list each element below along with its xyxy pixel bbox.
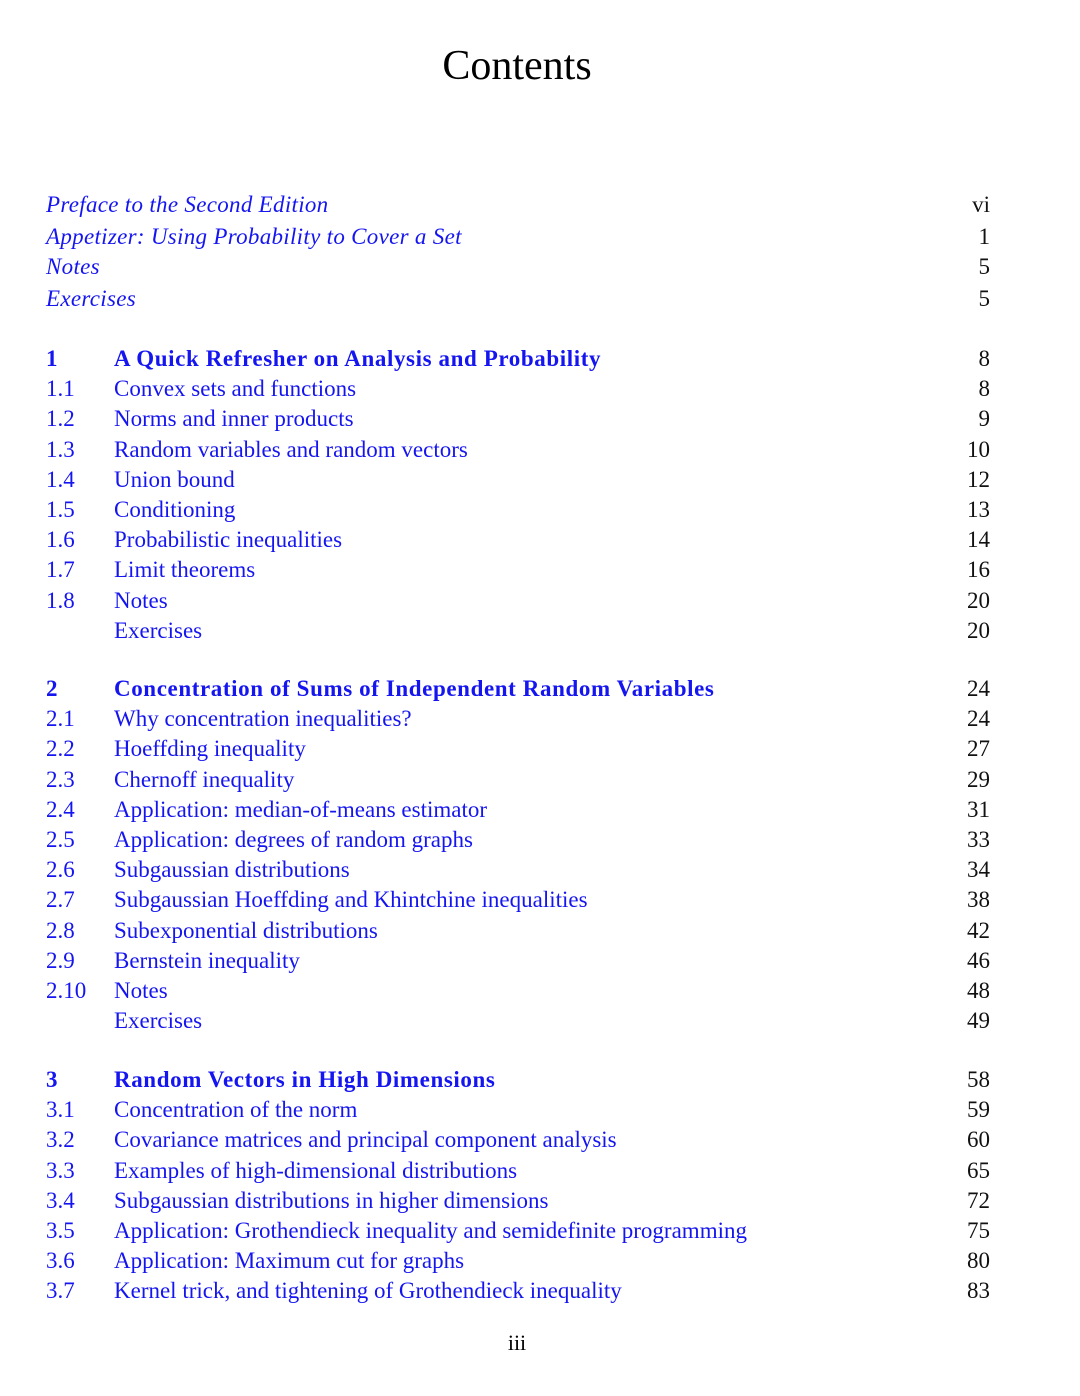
toc-entry-link[interactable]: Conditioning xyxy=(114,497,236,522)
section-entry[interactable] xyxy=(46,948,990,978)
section-entry[interactable] xyxy=(46,1188,990,1218)
toc-entry-page: 14 xyxy=(967,527,990,552)
toc-entry-page: 75 xyxy=(967,1218,990,1243)
section-entry[interactable] xyxy=(46,918,990,948)
toc-entry-page: 34 xyxy=(967,857,990,882)
toc-entry-link[interactable]: Notes xyxy=(114,588,168,613)
toc-entry-link[interactable]: Application: Maximum cut for graphs xyxy=(114,1248,465,1273)
section-entry[interactable] xyxy=(46,557,990,587)
toc-entry-page: 49 xyxy=(967,1008,990,1033)
section-entry[interactable] xyxy=(46,978,990,1008)
toc-entry-number: 2.3 xyxy=(46,767,75,792)
section-entry[interactable] xyxy=(46,736,990,766)
toc-entry-page: 27 xyxy=(967,736,990,761)
section-entry[interactable] xyxy=(46,706,990,736)
toc-entry-number: 1 xyxy=(46,346,59,371)
toc-entry-number: 2.6 xyxy=(46,857,75,882)
toc-entry-page: 33 xyxy=(967,827,990,852)
toc-entry-number: 2.2 xyxy=(46,736,75,761)
toc-entry-link[interactable]: Covariance matrices and principal component analysis xyxy=(114,1127,617,1152)
toc-entry-number: 1.8 xyxy=(46,588,75,613)
chapter-entry[interactable] xyxy=(46,346,990,376)
toc-entry-link[interactable]: Application: degrees of random graphs xyxy=(114,827,473,852)
section-entry[interactable] xyxy=(46,767,990,797)
toc-entry-link[interactable]: Random Vectors in High Dimensions xyxy=(114,1067,496,1092)
toc-entry-link[interactable]: Why concentration inequalities? xyxy=(114,706,412,731)
toc-entry-page: 38 xyxy=(967,887,990,912)
toc-entry-number: 2.8 xyxy=(46,918,75,943)
toc-entry-page: 72 xyxy=(967,1188,990,1213)
toc-entry-link[interactable]: Subgaussian Hoeffding and Khintchine inequalities xyxy=(114,887,588,912)
toc-entry-page: 9 xyxy=(978,406,990,431)
toc-entry-number: 3.6 xyxy=(46,1248,75,1273)
toc-entry-link[interactable]: Concentration of Sums of Independent Random Variables xyxy=(114,676,715,701)
toc-entry-number: 2 xyxy=(46,676,59,701)
toc-entry-page: 10 xyxy=(967,437,990,462)
toc-entry-number: 2.7 xyxy=(46,887,75,912)
toc-entry-link[interactable]: Subgaussian distributions xyxy=(114,857,350,882)
section-entry[interactable] xyxy=(46,618,990,648)
chapter-entry[interactable] xyxy=(46,1067,990,1097)
toc-entry-link[interactable]: Subgaussian distributions in higher dimensions xyxy=(114,1188,549,1213)
toc-entry-link[interactable]: Exercises xyxy=(114,618,203,643)
toc-entry-page: 1 xyxy=(978,224,990,249)
toc-entry-page: 83 xyxy=(967,1278,990,1303)
toc-entry-link[interactable]: Notes xyxy=(46,254,100,279)
section-entry[interactable] xyxy=(46,1158,990,1188)
toc-entry-number: 1.3 xyxy=(46,437,75,462)
toc-entry-page: 29 xyxy=(967,767,990,792)
section-entry[interactable] xyxy=(46,497,990,527)
toc-entry-number: 3.3 xyxy=(46,1158,75,1183)
section-entry[interactable] xyxy=(46,1248,990,1278)
toc-entry-number: 3.4 xyxy=(46,1188,75,1213)
toc-entry-number: 3.1 xyxy=(46,1097,75,1122)
section-entry[interactable] xyxy=(46,1278,990,1308)
toc-entry-page: 24 xyxy=(967,706,990,731)
toc-entry-number: 1.7 xyxy=(46,557,75,582)
toc-entry-number: 1.1 xyxy=(46,376,75,401)
toc-entry-link[interactable]: Appetizer: Using Probability to Cover a Set xyxy=(46,224,462,249)
toc-entry-link[interactable]: Exercises xyxy=(114,1008,203,1033)
toc-entry-link[interactable]: Union bound xyxy=(114,467,235,492)
toc-entry-page: 65 xyxy=(967,1158,990,1183)
toc-entry-page: 59 xyxy=(967,1097,990,1122)
toc-entry-number: 2.10 xyxy=(46,978,87,1003)
toc-entry-page: 46 xyxy=(967,948,990,973)
toc-entry-page: 13 xyxy=(967,497,990,522)
toc-entry-link[interactable]: Concentration of the norm xyxy=(114,1097,358,1122)
toc-entry-link[interactable]: Examples of high-dimensional distributions xyxy=(114,1158,518,1183)
section-entry[interactable] xyxy=(46,1008,990,1038)
section-entry[interactable] xyxy=(46,857,990,887)
toc-entry-number: 1.4 xyxy=(46,467,75,492)
toc-entry-page: 5 xyxy=(978,254,990,279)
toc-entry-link[interactable]: Random variables and random vectors xyxy=(114,437,468,462)
section-entry[interactable] xyxy=(46,1218,990,1248)
toc-entry-link[interactable]: Chernoff inequality xyxy=(114,767,295,792)
toc-entry-number: 2.5 xyxy=(46,827,75,852)
toc-entry-page: 12 xyxy=(967,467,990,492)
toc-entry-page: 80 xyxy=(967,1248,990,1273)
toc-entry-number: 2.9 xyxy=(46,948,75,973)
toc-entry-link[interactable]: Hoeffding inequality xyxy=(114,736,306,761)
toc-entry-number: 3 xyxy=(46,1067,59,1092)
section-entry[interactable] xyxy=(46,406,990,436)
front-matter-entry[interactable] xyxy=(46,224,990,254)
toc-entry-page: 60 xyxy=(967,1127,990,1152)
toc-entry-link[interactable]: Exercises xyxy=(46,286,136,311)
section-entry[interactable] xyxy=(46,1127,990,1157)
toc-entry-number: 2.4 xyxy=(46,797,75,822)
section-entry[interactable] xyxy=(46,467,990,497)
toc-entry-link[interactable]: Preface to the Second Edition xyxy=(46,192,329,217)
toc-entry-number: 1.5 xyxy=(46,497,75,522)
toc-entry-page: 20 xyxy=(967,618,990,643)
page-title: Contents xyxy=(442,43,592,90)
front-matter-entry[interactable] xyxy=(46,254,990,284)
toc-entry-link[interactable]: Norms and inner products xyxy=(114,406,354,431)
section-entry[interactable] xyxy=(46,376,990,406)
toc-entry-link[interactable]: Limit theorems xyxy=(114,557,256,582)
toc-entry-number: 1.6 xyxy=(46,527,75,552)
section-entry[interactable] xyxy=(46,827,990,857)
toc-entry-page: 8 xyxy=(978,346,990,371)
toc-entry-link[interactable]: Bernstein inequality xyxy=(114,948,300,973)
toc-entry-link[interactable]: Notes xyxy=(114,978,168,1003)
toc-entry-page: 31 xyxy=(967,797,990,822)
front-matter-entry[interactable] xyxy=(46,286,990,316)
chapter-entry[interactable] xyxy=(46,676,990,706)
toc-entry-page: 42 xyxy=(967,918,990,943)
toc-entry-link[interactable]: Application: median-of-means estimator xyxy=(114,797,487,822)
toc-entry-link[interactable]: Kernel trick, and tightening of Grothendieck inequality xyxy=(114,1278,622,1303)
toc-entry-page: 58 xyxy=(967,1067,990,1092)
toc-entry-number: 3.5 xyxy=(46,1218,75,1243)
section-entry[interactable] xyxy=(46,797,990,827)
toc-entry-page: 8 xyxy=(978,376,990,401)
toc-entry-number: 1.2 xyxy=(46,406,75,431)
toc-entry-page: 5 xyxy=(978,286,990,311)
front-matter-entry[interactable] xyxy=(46,192,990,222)
toc-entry-number: 3.7 xyxy=(46,1278,75,1303)
toc-entry-link[interactable]: Probabilistic inequalities xyxy=(114,527,343,552)
toc-entry-page: 16 xyxy=(967,557,990,582)
toc-entry-link[interactable]: A Quick Refresher on Analysis and Probability xyxy=(114,346,602,371)
toc-entry-number: 2.1 xyxy=(46,706,75,731)
toc-entry-link[interactable]: Convex sets and functions xyxy=(114,376,357,401)
toc-entry-link[interactable]: Application: Grothendieck inequality and semidefinite programming xyxy=(114,1218,747,1243)
section-entry[interactable] xyxy=(46,887,990,917)
section-entry[interactable] xyxy=(46,527,990,557)
section-entry[interactable] xyxy=(46,437,990,467)
toc-entry-page: 48 xyxy=(967,978,990,1003)
page-number: iii xyxy=(507,1330,527,1355)
section-entry[interactable] xyxy=(46,588,990,618)
toc-entry-page: 24 xyxy=(967,676,990,701)
toc-entry-page: 20 xyxy=(967,588,990,613)
toc-entry-link[interactable]: Subexponential distributions xyxy=(114,918,378,943)
toc-entry-page: vi xyxy=(972,192,990,217)
toc-entry-number: 3.2 xyxy=(46,1127,75,1152)
section-entry[interactable] xyxy=(46,1097,990,1127)
